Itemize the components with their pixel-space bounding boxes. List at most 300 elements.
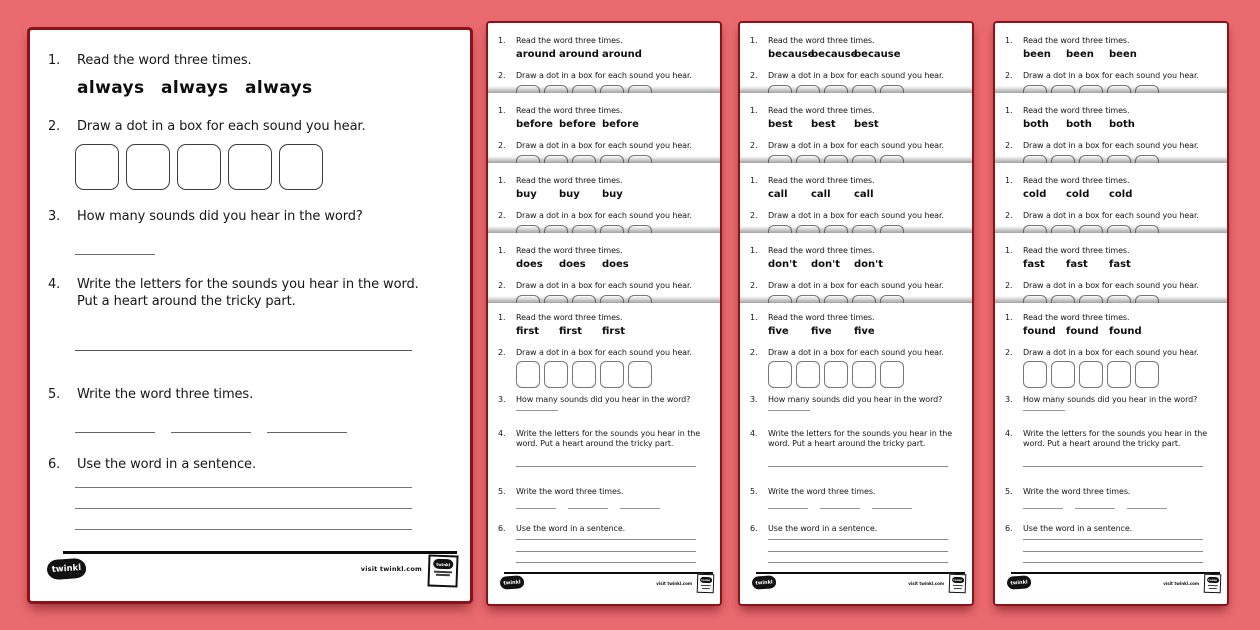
sound-box: [1051, 225, 1075, 233]
write-line: [516, 539, 696, 540]
write-line: [768, 539, 948, 540]
write-line: [1023, 410, 1065, 411]
instruction-row-2: [1005, 71, 1219, 81]
sight-word: best: [854, 119, 879, 130]
quality-badge: [949, 574, 967, 594]
sound-box: [1023, 361, 1047, 388]
instruction-number: 2.: [750, 348, 758, 357]
sound-box: [852, 85, 876, 93]
sound-box: [768, 155, 792, 163]
sound-box: [824, 295, 848, 303]
sound-box: [1107, 85, 1131, 93]
sound-box: [880, 85, 904, 93]
sight-word: both: [1023, 119, 1049, 130]
sound-box: [126, 144, 170, 190]
sight-word: five: [854, 326, 875, 337]
instruction-row-2: [498, 141, 712, 151]
sound-box: [824, 85, 848, 93]
instruction-number: 1.: [498, 36, 506, 45]
worksheet-page-large: [30, 30, 470, 601]
sound-box-row: [75, 144, 323, 190]
footer-divider: [756, 572, 965, 574]
sound-box: [852, 225, 876, 233]
instruction-text: Read the word three times.: [516, 106, 623, 115]
sound-box-row: [768, 155, 904, 163]
worksheet-stack-panel: [488, 23, 720, 604]
sound-box: [1107, 361, 1131, 388]
twinkl-logo: [500, 575, 525, 590]
instruction-number: 1.: [750, 313, 758, 322]
instruction-number: 3.: [48, 209, 61, 224]
sight-word-row: [516, 49, 645, 60]
sight-word: around: [516, 49, 556, 60]
instruction-row-1: [1005, 36, 1219, 46]
sound-box-row: [516, 85, 652, 93]
instruction-row-5: [48, 386, 454, 403]
instruction-text: Read the word three times.: [516, 246, 623, 255]
sound-box: [1107, 155, 1131, 163]
instruction-text: Draw a dot in a box for each sound you hear.: [516, 348, 692, 357]
instruction-row-1: [1005, 313, 1219, 323]
sight-word: cold: [1066, 189, 1090, 200]
instruction-row-2: [48, 118, 454, 135]
sight-word: both: [1109, 119, 1135, 130]
write-line: [620, 507, 660, 509]
instruction-row-1: [48, 52, 454, 69]
twinkl-logo-text: twinkl: [1010, 578, 1028, 587]
instruction-number: 5.: [750, 487, 758, 496]
instruction-number: 2.: [1005, 71, 1013, 80]
sight-word: first: [602, 326, 626, 337]
instruction-row-2: [750, 348, 964, 358]
sight-word: does: [559, 259, 586, 270]
sound-box: [768, 295, 792, 303]
instruction-row-3: [48, 208, 454, 225]
sound-box: [1051, 295, 1075, 303]
instruction-text: Write the word three times.: [77, 387, 254, 402]
sight-word: buy: [559, 189, 580, 200]
instruction-number: 2.: [498, 141, 506, 150]
sound-box: [1135, 295, 1159, 303]
instruction-row-5: [750, 487, 964, 497]
worksheet-card-partial: [488, 23, 720, 93]
sight-word: been: [1066, 49, 1094, 60]
instruction-number: 2.: [750, 141, 758, 150]
write-line: [75, 529, 412, 530]
instruction-number: 2.: [750, 71, 758, 80]
write-line: [768, 466, 948, 467]
sound-box: [768, 361, 792, 388]
sound-box: [1023, 225, 1047, 233]
sound-box: [572, 155, 596, 163]
sound-box: [516, 225, 540, 233]
sound-box-row: [768, 295, 904, 303]
sight-word: cold: [1023, 189, 1047, 200]
sight-word: best: [768, 119, 793, 130]
instruction-text: Write the word three times.: [516, 487, 624, 496]
instruction-number: 6.: [498, 524, 506, 533]
visit-url-text: visit twinkl.com: [1163, 581, 1199, 586]
sound-box: [572, 361, 596, 388]
instruction-text: Draw a dot in a box for each sound you hear.: [1023, 211, 1199, 220]
instruction-text: Draw a dot in a box for each sound you hear.: [516, 211, 692, 220]
instruction-number: 1.: [750, 106, 758, 115]
write-line: [516, 562, 696, 563]
sound-box: [1023, 295, 1047, 303]
badge-text-bar: [434, 570, 452, 573]
instruction-row-2: [498, 281, 712, 291]
instruction-text: Read the word three times.: [516, 36, 623, 45]
sound-box: [572, 85, 596, 93]
instruction-number: 1.: [750, 36, 758, 45]
sound-box: [516, 155, 540, 163]
sound-box: [628, 361, 652, 388]
instruction-number: 2.: [750, 211, 758, 220]
instruction-number: 1.: [498, 313, 506, 322]
sight-word-row: [768, 119, 897, 130]
sound-box-row: [516, 155, 652, 163]
write-line: [1127, 507, 1167, 509]
write-line: [1023, 466, 1203, 467]
sound-box: [824, 155, 848, 163]
write-line: [516, 551, 696, 552]
instruction-number: 2.: [1005, 211, 1013, 220]
sound-box: [572, 225, 596, 233]
instruction-text: Draw a dot in a box for each sound you hear.: [516, 71, 692, 80]
write-line: [516, 410, 558, 411]
instruction-number: 4.: [1005, 429, 1013, 438]
badge-text-bar: [436, 574, 450, 576]
quality-badge: [427, 554, 458, 587]
instruction-text: Read the word three times.: [768, 246, 875, 255]
instruction-text: How many sounds did you hear in the word?: [516, 395, 691, 404]
sound-box: [75, 144, 119, 190]
sound-box: [600, 295, 624, 303]
instruction-row-4: [48, 276, 454, 310]
instruction-row-1: [750, 106, 964, 116]
instruction-number: 5.: [498, 487, 506, 496]
sound-box: [628, 295, 652, 303]
instruction-number: 1.: [1005, 313, 1013, 322]
instruction-number: 2.: [1005, 281, 1013, 290]
sight-word: call: [854, 189, 874, 200]
write-line: [75, 350, 412, 351]
write-line: [75, 254, 155, 255]
sound-box-row: [1023, 361, 1159, 388]
instruction-text: Read the word three times.: [768, 106, 875, 115]
sound-box-row: [1023, 155, 1159, 163]
sight-word-row: [768, 49, 901, 60]
sight-word-row: [1023, 326, 1152, 337]
sight-word-row: [1023, 119, 1152, 130]
worksheet-card-partial: [740, 163, 972, 233]
instruction-number: 1.: [498, 106, 506, 115]
sound-box: [852, 361, 876, 388]
instruction-row-1: [498, 313, 712, 323]
sound-box-row: [1023, 295, 1159, 303]
write-line: [1075, 507, 1115, 509]
instruction-text: Read the word three times.: [1023, 176, 1130, 185]
worksheet-card-front: [740, 303, 972, 604]
sight-word: does: [516, 259, 543, 270]
instruction-text: Use the word in a sentence.: [768, 524, 878, 533]
sight-word-row: [1023, 189, 1152, 200]
write-line-row: [768, 507, 912, 509]
instruction-row-1: [498, 246, 712, 256]
sound-box: [880, 155, 904, 163]
instruction-text: Read the word three times.: [768, 176, 875, 185]
worksheet-card-partial: [995, 23, 1227, 93]
instruction-text: Write the letters for the sounds you hear in the word. Put a heart around the tricky part.: [77, 277, 419, 309]
badge-text-bar: [700, 584, 710, 586]
sound-box: [516, 295, 540, 303]
instruction-number: 5.: [1005, 487, 1013, 496]
instruction-row-3: [750, 395, 964, 405]
instruction-text: Draw a dot in a box for each sound you hear.: [768, 211, 944, 220]
instruction-row-2: [1005, 211, 1219, 221]
sound-box-row: [1023, 85, 1159, 93]
sight-word: found: [1109, 326, 1142, 337]
sound-box: [544, 225, 568, 233]
worksheet-card-partial: [995, 93, 1227, 163]
worksheet-card-partial: [740, 93, 972, 163]
instruction-text: Write the word three times.: [1023, 487, 1131, 496]
instruction-number: 2.: [498, 71, 506, 80]
badge-text-bar: [1207, 584, 1217, 586]
badge-text-bar: [953, 587, 961, 589]
instruction-text: Draw a dot in a box for each sound you hear.: [1023, 281, 1199, 290]
write-line: [75, 430, 155, 433]
instruction-row-2: [1005, 141, 1219, 151]
sight-word: around: [602, 49, 642, 60]
sight-word: always: [245, 78, 313, 98]
write-line: [1023, 551, 1203, 552]
sight-word: both: [1066, 119, 1092, 130]
footer-divider: [504, 572, 713, 574]
sight-word: best: [811, 119, 836, 130]
sound-box: [544, 155, 568, 163]
sight-word-row: [77, 78, 329, 98]
sound-box: [516, 85, 540, 93]
instruction-text: Write the letters for the sounds you hear in the word. Put a heart around the tricky part.: [516, 429, 701, 448]
sound-box: [768, 85, 792, 93]
instruction-text: Write the word three times.: [768, 487, 876, 496]
sound-box: [796, 295, 820, 303]
sound-box: [544, 361, 568, 388]
worksheet-card-partial: [488, 93, 720, 163]
sound-box: [600, 155, 624, 163]
write-line: [267, 430, 347, 433]
write-line: [516, 466, 696, 467]
instruction-row-1: [498, 36, 712, 46]
instruction-text: Read the word three times.: [1023, 36, 1130, 45]
twinkl-logo: [752, 575, 777, 590]
worksheet-card-partial: [740, 233, 972, 303]
sight-word: first: [516, 326, 540, 337]
worksheet-card-partial: [740, 23, 972, 93]
instruction-text: Draw a dot in a box for each sound you hear.: [768, 348, 944, 357]
sight-word: been: [1109, 49, 1137, 60]
sound-box: [1107, 225, 1131, 233]
sight-word: always: [161, 78, 229, 98]
sight-word: before: [602, 119, 639, 130]
sight-word-row: [768, 259, 897, 270]
sound-box-row: [768, 361, 904, 388]
write-line: [75, 487, 412, 488]
sight-word: fast: [1066, 259, 1088, 270]
sound-box: [1135, 361, 1159, 388]
instruction-number: 1.: [48, 53, 61, 68]
sight-word-row: [516, 119, 645, 130]
instruction-number: 2.: [1005, 141, 1013, 150]
write-line: [516, 507, 556, 509]
instruction-row-4: [750, 429, 964, 449]
sound-box: [279, 144, 323, 190]
sight-word: been: [1023, 49, 1051, 60]
instruction-row-5: [498, 487, 712, 497]
sight-word: before: [516, 119, 553, 130]
twinkl-logo-text: twinkl: [51, 562, 82, 576]
badge-cloud-icon: twinkl: [953, 578, 962, 582]
instruction-row-1: [750, 36, 964, 46]
instruction-text: Use the word in a sentence.: [1023, 524, 1133, 533]
sound-box: [177, 144, 221, 190]
instruction-text: Read the word three times.: [516, 313, 623, 322]
badge-text-bar: [701, 587, 709, 589]
footer-divider: [63, 551, 457, 554]
worksheet-stack-panel: [740, 23, 972, 604]
sight-word-row: [1023, 49, 1152, 60]
sound-box: [628, 85, 652, 93]
sound-box: [1135, 85, 1159, 93]
instruction-text: Draw a dot in a box for each sound you hear.: [516, 141, 692, 150]
instruction-row-2: [750, 211, 964, 221]
instruction-text: Read the word three times.: [516, 176, 623, 185]
sound-box: [1023, 155, 1047, 163]
instruction-text: Use the word in a sentence.: [77, 457, 256, 472]
write-line: [1023, 539, 1203, 540]
write-line-row: [516, 507, 660, 509]
sight-word: buy: [602, 189, 623, 200]
sight-word: does: [602, 259, 629, 270]
instruction-row-2: [498, 211, 712, 221]
sight-word: call: [768, 189, 788, 200]
sound-box: [852, 295, 876, 303]
instruction-number: 1.: [1005, 106, 1013, 115]
write-line: [768, 562, 948, 563]
sound-box: [1135, 225, 1159, 233]
sound-box-row: [768, 85, 904, 93]
sound-box: [824, 361, 848, 388]
sound-box: [628, 225, 652, 233]
instruction-number: 6.: [48, 457, 61, 472]
worksheet-card-front: [995, 303, 1227, 604]
instruction-number: 2.: [498, 348, 506, 357]
instruction-text: Draw a dot in a box for each sound you hear.: [516, 281, 692, 290]
instruction-row-1: [498, 106, 712, 116]
visit-url-text: visit twinkl.com: [656, 581, 692, 586]
sound-box: [1051, 361, 1075, 388]
instruction-row-3: [1005, 395, 1219, 405]
sound-box: [1079, 361, 1103, 388]
sight-word: found: [1023, 326, 1056, 337]
instruction-row-1: [750, 246, 964, 256]
sound-box: [796, 361, 820, 388]
badge-cloud-icon: twinkl: [701, 578, 710, 582]
sound-box: [768, 225, 792, 233]
badge-cloud-icon: twinkl: [1208, 578, 1217, 582]
instruction-row-1: [498, 176, 712, 186]
instruction-number: 5.: [48, 387, 61, 402]
instruction-number: 1.: [498, 176, 506, 185]
twinkl-logo-text: twinkl: [503, 578, 521, 587]
instruction-text: Write the letters for the sounds you hear in the word. Put a heart around the tricky part.: [768, 429, 953, 448]
sound-box: [852, 155, 876, 163]
sight-word-row: [768, 326, 897, 337]
instruction-number: 1.: [750, 246, 758, 255]
instruction-number: 3.: [750, 395, 758, 404]
visit-url-text: visit twinkl.com: [908, 581, 944, 586]
write-line: [768, 507, 808, 509]
sound-box-row: [516, 225, 652, 233]
sight-word: fast: [1023, 259, 1045, 270]
instruction-row-1: [750, 176, 964, 186]
instruction-row-2: [1005, 281, 1219, 291]
instruction-text: Read the word three times.: [768, 313, 875, 322]
sight-word-row: [516, 326, 645, 337]
write-line-row: [75, 430, 347, 433]
instruction-row-6: [750, 524, 964, 534]
worksheet-card-partial: [995, 233, 1227, 303]
instruction-number: 2.: [498, 211, 506, 220]
write-line: [171, 430, 251, 433]
write-line: [820, 507, 860, 509]
instruction-text: Read the word three times.: [1023, 246, 1130, 255]
instruction-row-2: [498, 348, 712, 358]
sight-word: before: [559, 119, 596, 130]
instruction-number: 2.: [48, 119, 61, 134]
sight-word-row: [768, 189, 897, 200]
sound-box: [600, 361, 624, 388]
instruction-number: 1.: [498, 246, 506, 255]
instruction-row-1: [750, 313, 964, 323]
sound-box: [880, 361, 904, 388]
sight-word: always: [77, 78, 145, 98]
sound-box: [544, 295, 568, 303]
instruction-text: Draw a dot in a box for each sound you hear.: [1023, 71, 1199, 80]
sight-word-row: [1023, 259, 1152, 270]
write-line: [768, 410, 810, 411]
sound-box: [796, 85, 820, 93]
worksheet-card-partial: [995, 163, 1227, 233]
visit-url-text: visit twinkl.com: [360, 565, 422, 573]
sound-box: [600, 225, 624, 233]
sound-box-row: [516, 361, 652, 388]
instruction-text: Draw a dot in a box for each sound you hear.: [768, 281, 944, 290]
sound-box: [600, 85, 624, 93]
worksheet-card-partial: [488, 233, 720, 303]
sound-box: [796, 155, 820, 163]
instruction-text: Draw a dot in a box for each sound you hear.: [1023, 141, 1199, 150]
instruction-text: Write the letters for the sounds you hear in the word. Put a heart around the tricky part.: [1023, 429, 1208, 448]
sight-word: because: [854, 49, 901, 60]
badge-text-bar: [952, 584, 962, 586]
sight-word: don't: [811, 259, 840, 270]
twinkl-logo: [46, 558, 86, 581]
instruction-text: How many sounds did you hear in the word?: [1023, 395, 1198, 404]
footer-divider: [1011, 572, 1220, 574]
instruction-text: How many sounds did you hear in the word?: [768, 395, 943, 404]
